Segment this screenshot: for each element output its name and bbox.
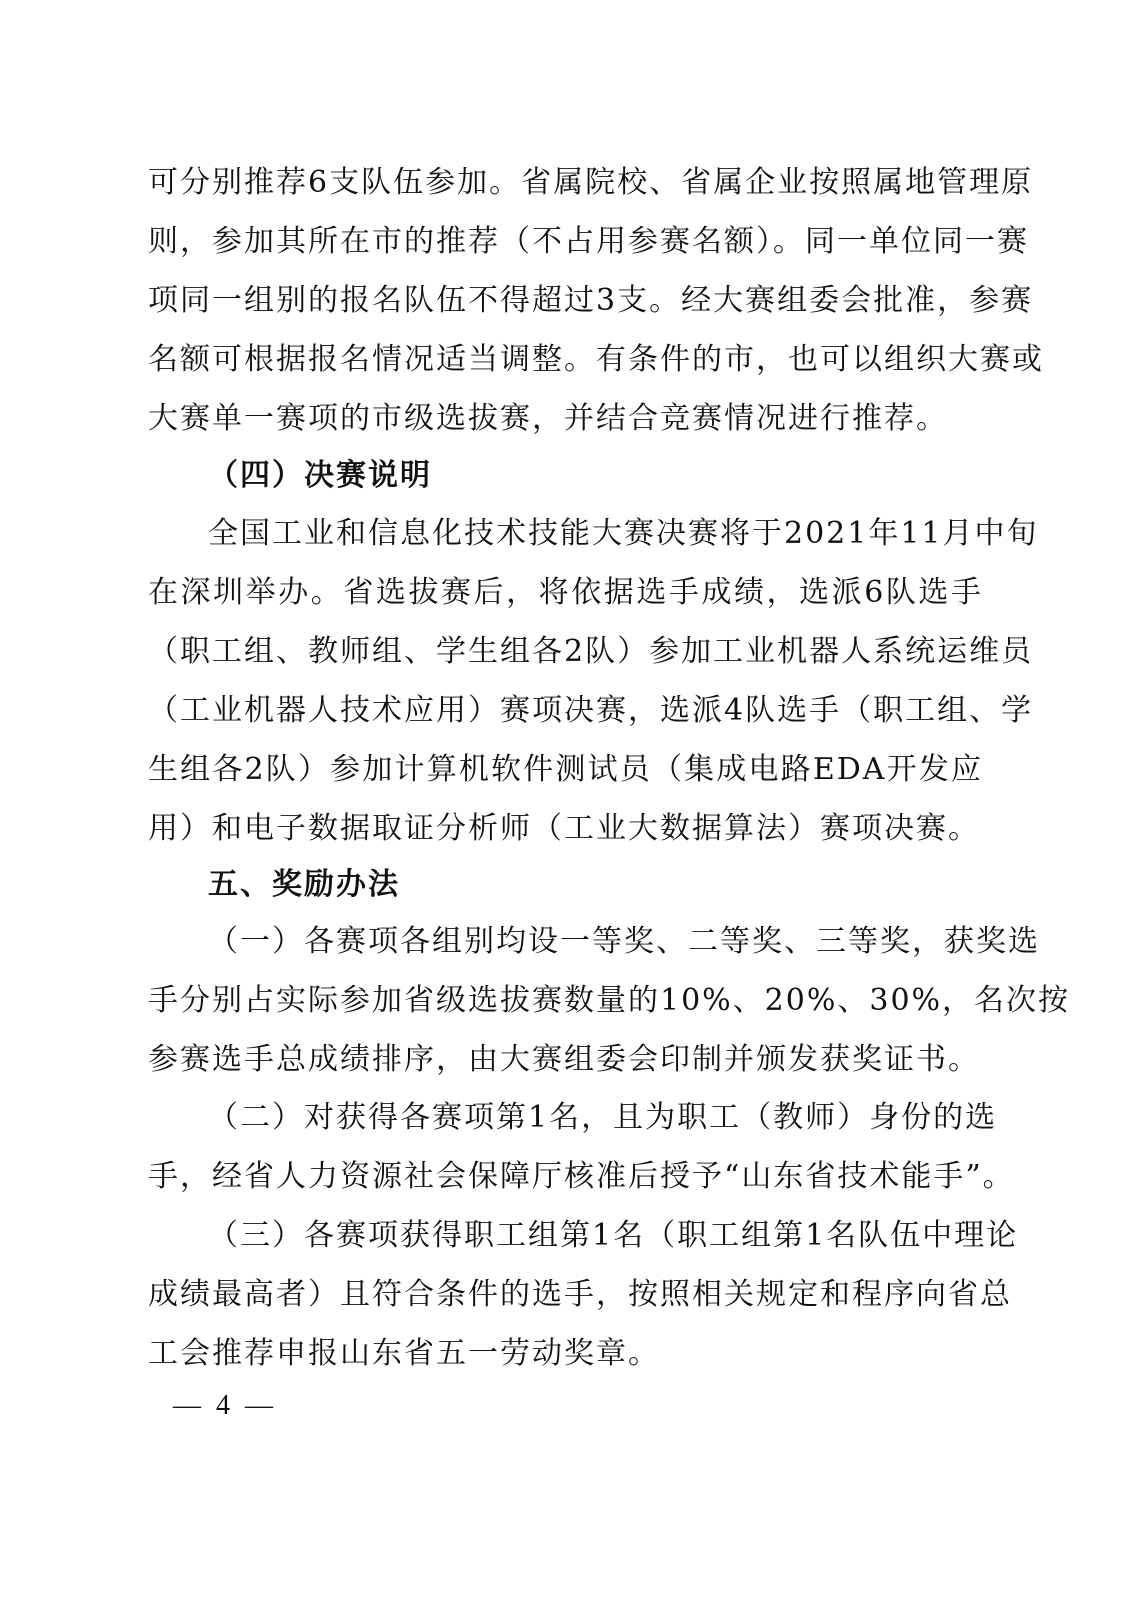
paragraph-line-20: 成绩最高者）且符合条件的选手，按照相关规定和程序向省总 (148, 1277, 1012, 1312)
paragraph-line-21: 工会推荐申报山东省五一劳动奖章。 (148, 1336, 660, 1371)
paragraph-line-17: （二）对获得各赛项第1名，且为职工（教师）身份的选 (208, 1100, 998, 1135)
paragraph-line-3: 项同一组别的报名队伍不得超过3支。经大赛组委会批准，参赛 (148, 283, 1034, 318)
paragraph-line-8: 在深圳举办。省选拔赛后，将依据选手成绩，选派6队选手 (148, 575, 983, 610)
paragraph-line-18: 手，经省人力资源社会保障厅核准后授予“山东省技术能手”。 (148, 1159, 1015, 1194)
paragraph-line-16: 参赛选手总成绩排序，由大赛组委会印制并颁发获奖证书。 (148, 1042, 980, 1077)
paragraph-line-7: 全国工业和信息化技术技能大赛决赛将于2021年11月中旬 (208, 516, 1039, 551)
paragraph-line-11: 生组各2队）参加计算机软件测试员（集成电路EDA开发应 (148, 752, 983, 787)
paragraph-line-5: 大赛单一赛项的市级选拔赛，并结合竞赛情况进行推荐。 (148, 401, 948, 436)
paragraph-line-15: 手分别占实际参加省级选拔赛数量的10%、20%、30%，名次按 (148, 983, 1071, 1018)
paragraph-line-10: （工业机器人技术应用）赛项决赛，选派4队选手（职工组、学 (148, 693, 1034, 728)
paragraph-line-4: 名额可根据报名情况适当调整。有条件的市，也可以组织大赛或 (148, 342, 1044, 377)
paragraph-line-2: 则，参加其所在市的推荐（不占用参赛名额）。同一单位同一赛 (148, 224, 1029, 259)
paragraph-line-1: 可分别推荐6支队伍参加。省属院校、省属企业按照属地管理原 (148, 165, 1034, 200)
paragraph-line-19: （三）各赛项获得职工组第1名（职工组第1名队伍中理论 (208, 1218, 1019, 1253)
paragraph-line-9: （职工组、教师组、学生组各2队）参加工业机器人系统运维员 (148, 634, 1034, 669)
section-heading-awards: 五、奖励办法 (208, 867, 400, 902)
paragraph-line-12: 用）和电子数据取证分析师（工业大数据算法）赛项决赛。 (148, 811, 980, 846)
section-heading-final-round: （四）决赛说明 (208, 458, 432, 493)
paragraph-line-14: （一）各赛项各组别均设一等奖、二等奖、三等奖，获奖选 (208, 924, 1040, 959)
page-number: — 4 — (173, 1390, 277, 1421)
